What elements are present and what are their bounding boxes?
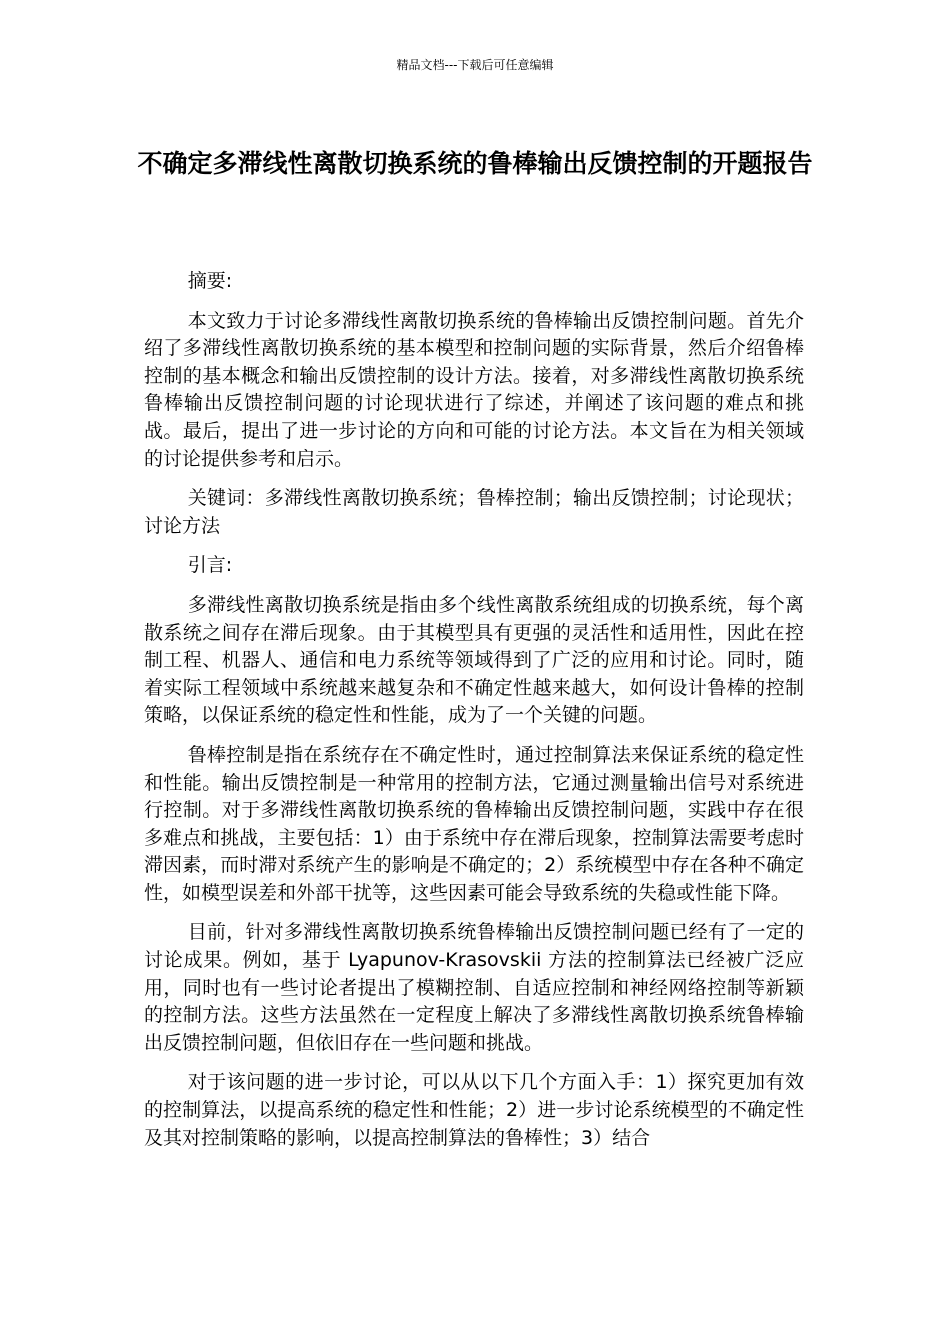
abstract-label: 摘要: [187, 270, 233, 292]
introduction-paragraph-4: 对于该问题的进一步讨论，可以从以下几个方面入手：1）探究更加有效的控制算法，以提高系统的稳定性和性能；2）进一步讨论系统模型的不确定性及其对控制策略的影响，以提高控制算法的鲁棒性；3）结合 [144, 1071, 804, 1149]
introduction-label: 引言: [187, 554, 233, 577]
keywords-paragraph: 关键词：多滞线性离散切换系统；鲁棒控制；输出反馈控制；讨论现状；讨论方法 [144, 487, 804, 537]
introduction-paragraph-3: 目前，针对多滞线性离散切换系统鲁棒输出反馈控制问题已经有了一定的讨论成果。例如，基于 Lyapunov-Krasovskii 方法的控制算法已经被广泛应用，同时也有一些讨论者提出了模糊控制、自适应控制和神经网络控制等新颖的控制方法。这些方法虽然在一定程度上解决了多滞线性离散切换系统鲁棒输出反馈控制问题，但依旧存在一些问题和挑战。 [144, 921, 804, 1054]
document-body [144, 268, 804, 1164]
abstract-paragraph: 本文致力于讨论多滞线性离散切换系统的鲁棒输出反馈控制问题。首先介绍了多滞线性离散切换系统的基本模型和控制问题的实际背景，然后介绍鲁棒控制的基本概念和输出反馈控制的设计方法。接着，对多滞线性离散切换系统鲁棒输出反馈控制问题的讨论现状进行了综述，并阐述了该问题的难点和挑战。最后，提出了进一步讨论的方向和可能的讨论方法。本文旨在为相关领域的讨论提供参考和启示。 [144, 309, 804, 470]
introduction-paragraph-1: 多滞线性离散切换系统是指由多个线性离散系统组成的切换系统，每个离散系统之间存在滞后现象。由于其模型具有更强的灵活性和适用性，因此在控制工程、机器人、通信和电力系统等领域得到了广泛的应用和讨论。同时，随着实际工程领域中系统越来越复杂和不确定性越来越大，如何设计鲁棒的控制策略，以保证系统的稳定性和性能，成为了一个关键的问题。 [144, 593, 804, 727]
page-header-note: 精品文档---下载后可任意编辑 [396, 58, 554, 72]
introduction-paragraph-2: 鲁棒控制是指在系统存在不确定性时，通过控制算法来保证系统的稳定性和性能。输出反馈控制是一种常用的控制方法，它通过测量输出信号对系统进行控制。对于多滞线性离散切换系统的鲁棒输出反馈控制问题，实践中存在很多难点和挑战，主要包括：1）由于系统中存在滞后现象，控制算法需要考虑时滞因素，而时滞对系统产生的影响是不确定的；2）系统模型中存在各种不确定性，如模型误差和外部干扰等，这些因素可能会导致系统的失稳或性能下降。 [144, 743, 804, 904]
document-title: 不确定多滞线性离散切换系统的鲁棒输出反馈控制的开题报告 [137, 149, 813, 178]
